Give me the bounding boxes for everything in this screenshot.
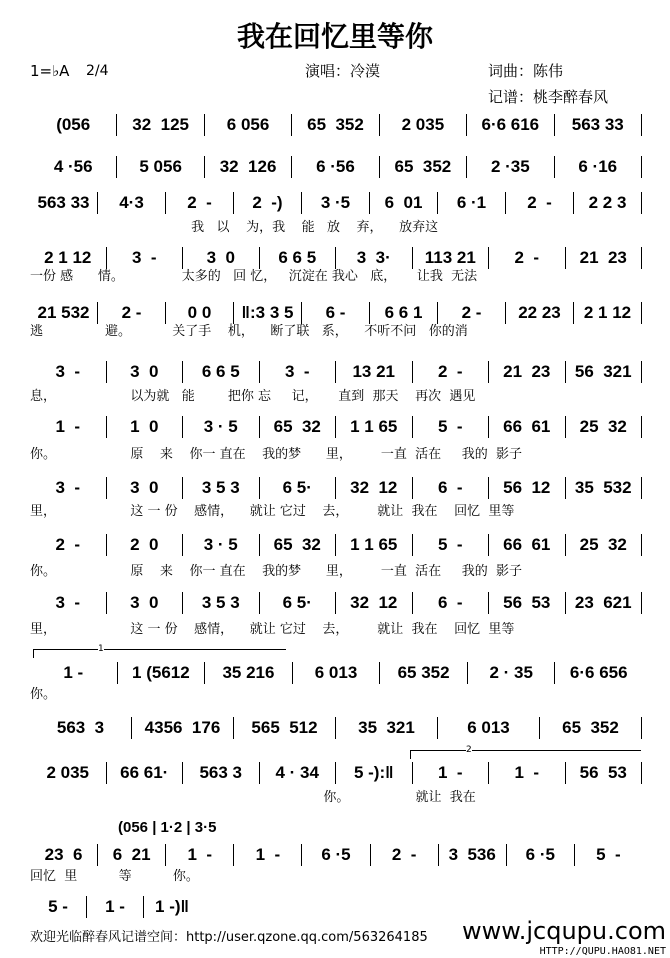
measure: 65 352 [540, 717, 642, 739]
lyrics-line: 你。 就让 我在 [30, 790, 476, 805]
measure: 32 12 [336, 592, 413, 614]
site-logo: www.jcqupu.com [462, 917, 666, 945]
measure: 6 21 [98, 844, 166, 866]
lyrics-line: 我 以 为，我 能 放 弃， 放弃这 [30, 220, 439, 235]
measure: 3 5 3 [183, 477, 260, 499]
measure: 2 1 12 [30, 247, 107, 269]
measure: ‖:3 3 5 [234, 302, 302, 324]
score-row [30, 247, 642, 269]
measure: 13 21 [336, 361, 413, 383]
score-row [30, 844, 642, 866]
measure: 3 - [107, 247, 184, 269]
measure: 3 ·5 [302, 192, 370, 214]
measure: 22 23 [506, 302, 574, 324]
measure: 6 013 [438, 717, 540, 739]
measure: 23 6 [30, 844, 98, 866]
score-row [30, 717, 642, 739]
measure: 6·6 616 [467, 114, 554, 136]
transcriber: 记谱：桃李醉春风 [488, 88, 609, 106]
lyrics-line: 你。 原 来 你一 直在 我的梦 里， 一直 活在 我的 影子 [30, 447, 523, 462]
measure: 563 3 [183, 762, 260, 784]
measure: 3 3· [336, 247, 413, 269]
measure: 6 6 1 [370, 302, 438, 324]
volta-2 [410, 745, 641, 759]
measure: 1 - [30, 416, 107, 438]
score-row [30, 534, 642, 556]
measure: 6 ·5 [507, 844, 575, 866]
measure: 2 - [98, 302, 166, 324]
measure: 6 ·56 [292, 156, 379, 178]
measure: 2 - [30, 534, 107, 556]
measure: 66 61 [489, 534, 566, 556]
measure: 2 ·35 [467, 156, 554, 178]
measure: 2 - [413, 361, 490, 383]
measure: 5 -):‖ [336, 762, 413, 784]
measure: 56 53 [566, 762, 643, 784]
lyrics-line: 你。 [30, 687, 57, 702]
lyrics-line: 里， 这 一 份 感情， 就让 它过 去， 就让 我在 回忆 里等 [30, 504, 515, 519]
measure: 32 125 [117, 114, 204, 136]
measure: 2 - [438, 302, 506, 324]
measure: 1 - [234, 844, 302, 866]
measure: 3 - [30, 592, 107, 614]
measure: 563 33 [555, 114, 642, 136]
measure: 2 0 [107, 534, 184, 556]
measure: 2 - [489, 247, 566, 269]
measure: 2 035 [380, 114, 467, 136]
score-row [30, 662, 642, 684]
measure: 2 · 35 [468, 662, 556, 684]
measure: 563 3 [30, 717, 132, 739]
measure: 6 056 [205, 114, 292, 136]
measure: 2 - [506, 192, 574, 214]
measure: 6 ·16 [555, 156, 642, 178]
measure: 35 216 [205, 662, 293, 684]
coda-intro: (056 | 1·2 | 3·5 [118, 818, 217, 836]
measure: 65 352 [380, 662, 468, 684]
measure: 21 23 [566, 247, 643, 269]
key-signature: 1=♭A [30, 62, 70, 80]
score-row [30, 896, 200, 918]
lyrics-line: 息， 以为就 能 把你 忘 记， 直到 那天 再次 遇见 [30, 389, 476, 404]
measure: 5 - [30, 896, 87, 918]
measure: 3 · 5 [183, 534, 260, 556]
measure: 21 23 [489, 361, 566, 383]
footer-text: 欢迎光临醉春风记谱空间：http://user.qzone.qq.com/563264185 [30, 930, 428, 945]
measure: 56 12 [489, 477, 566, 499]
measure: 65 32 [260, 416, 337, 438]
measure: 6 5· [260, 477, 337, 499]
measure: 6 - [413, 477, 490, 499]
measure: 0 0 [166, 302, 234, 324]
measure: 3 - [30, 361, 107, 383]
measure: 3 0 [183, 247, 260, 269]
measure: 1 - [30, 662, 118, 684]
measure: 1 1 65 [336, 416, 413, 438]
measure: 6 - [302, 302, 370, 324]
measure: 565 512 [234, 717, 336, 739]
measure: 32 126 [205, 156, 292, 178]
measure: 113 21 [413, 247, 490, 269]
measure: 65 32 [260, 534, 337, 556]
score-row [30, 192, 642, 214]
measure: 6 ·5 [302, 844, 370, 866]
measure: 1 1 65 [336, 534, 413, 556]
lyrics-line: 回忆 里 等 你。 [30, 869, 199, 884]
score-row [30, 114, 642, 136]
measure: 6·6 656 [569, 663, 628, 682]
measure: 25 32 [566, 534, 643, 556]
song-title: 我在回忆里等你 [236, 20, 433, 53]
measure: 5 - [413, 534, 490, 556]
measure: 5 056 [117, 156, 204, 178]
measure: 66 61· [107, 762, 184, 784]
measure: 2 -) [234, 192, 302, 214]
measure: 1 - [413, 762, 490, 784]
measure: (056 [30, 114, 117, 136]
measure: 3 536 [439, 844, 507, 866]
measure: 6 5· [260, 592, 337, 614]
score-row [30, 361, 642, 383]
score-row [30, 762, 642, 784]
singer: 演唱：冷漠 [305, 62, 381, 80]
composer: 词曲：陈伟 [488, 62, 564, 80]
lyrics-line: 一份 感 情。 太多的 回 忆， 沉淀在 我心 底， 让我 无法 [30, 269, 478, 284]
measure: 65 352 [380, 156, 467, 178]
volta-1-label: 1 [98, 644, 104, 654]
volta-1 [33, 644, 286, 658]
measure: 4·3 [98, 192, 166, 214]
measure: 1 - [166, 844, 234, 866]
measure: 23 621 [566, 592, 643, 614]
measure: 3 - [260, 361, 337, 383]
lyrics-line: 你。 原 来 你一 直在 我的梦 里， 一直 活在 我的 影子 [30, 564, 523, 579]
measure: 35 532 [566, 477, 643, 499]
measure: 66 61 [489, 416, 566, 438]
measure: 35 321 [336, 717, 438, 739]
measure: 32 12 [336, 477, 413, 499]
score-row [30, 477, 642, 499]
measure: 5 - [596, 845, 621, 864]
measure: 4356 176 [132, 717, 234, 739]
score-row [30, 156, 642, 178]
measure: 2 - [166, 192, 234, 214]
score-row [30, 592, 642, 614]
measure: 56 53 [489, 592, 566, 614]
measure: 1 -)‖ [155, 897, 189, 916]
measure: 2 035 [30, 762, 107, 784]
volta-2-label: 2 [466, 745, 472, 755]
measure: 2 1 12 [574, 302, 642, 324]
measure: 3 0 [107, 592, 184, 614]
measure: 6 01 [370, 192, 438, 214]
time-signature [86, 62, 109, 80]
measure: 6 ·1 [438, 192, 506, 214]
measure: 3 0 [107, 477, 184, 499]
site-logo-sub: HTTP://QUPU.HAO81.NET [539, 946, 666, 957]
measure: 6 - [413, 592, 490, 614]
measure: 5 - [413, 416, 490, 438]
measure: 25 32 [566, 416, 643, 438]
measure: 6 6 5 [260, 247, 337, 269]
measure: 3 0 [107, 361, 184, 383]
measure: 3 5 3 [183, 592, 260, 614]
measure: 6 6 5 [183, 361, 260, 383]
time-signature-text: 2/4 [86, 63, 109, 79]
score-row [30, 416, 642, 438]
measure: 2 - [371, 844, 439, 866]
measure: 563 33 [30, 192, 98, 214]
score-row [30, 302, 642, 324]
lyrics-line: 逃 避。 关了手 机， 断了联 系， 不听不问 你的消 [30, 324, 468, 339]
measure: 1 0 [107, 416, 184, 438]
measure: 3 · 5 [183, 416, 260, 438]
measure: 65 352 [292, 114, 379, 136]
measure: 1 - [87, 896, 144, 918]
measure: 4 ·56 [30, 156, 117, 178]
measure: 1 (5612 [118, 662, 206, 684]
measure: 21 532 [30, 302, 98, 324]
measure: 2 2 3 [574, 192, 642, 214]
measure: 1 - [489, 762, 566, 784]
measure: 4 · 34 [260, 762, 337, 784]
lyrics-line: 里， 这 一 份 感情， 就让 它过 去， 就让 我在 回忆 里等 [30, 622, 515, 637]
measure: 6 013 [293, 662, 381, 684]
measure: 3 - [30, 477, 107, 499]
measure: 56 321 [566, 361, 643, 383]
